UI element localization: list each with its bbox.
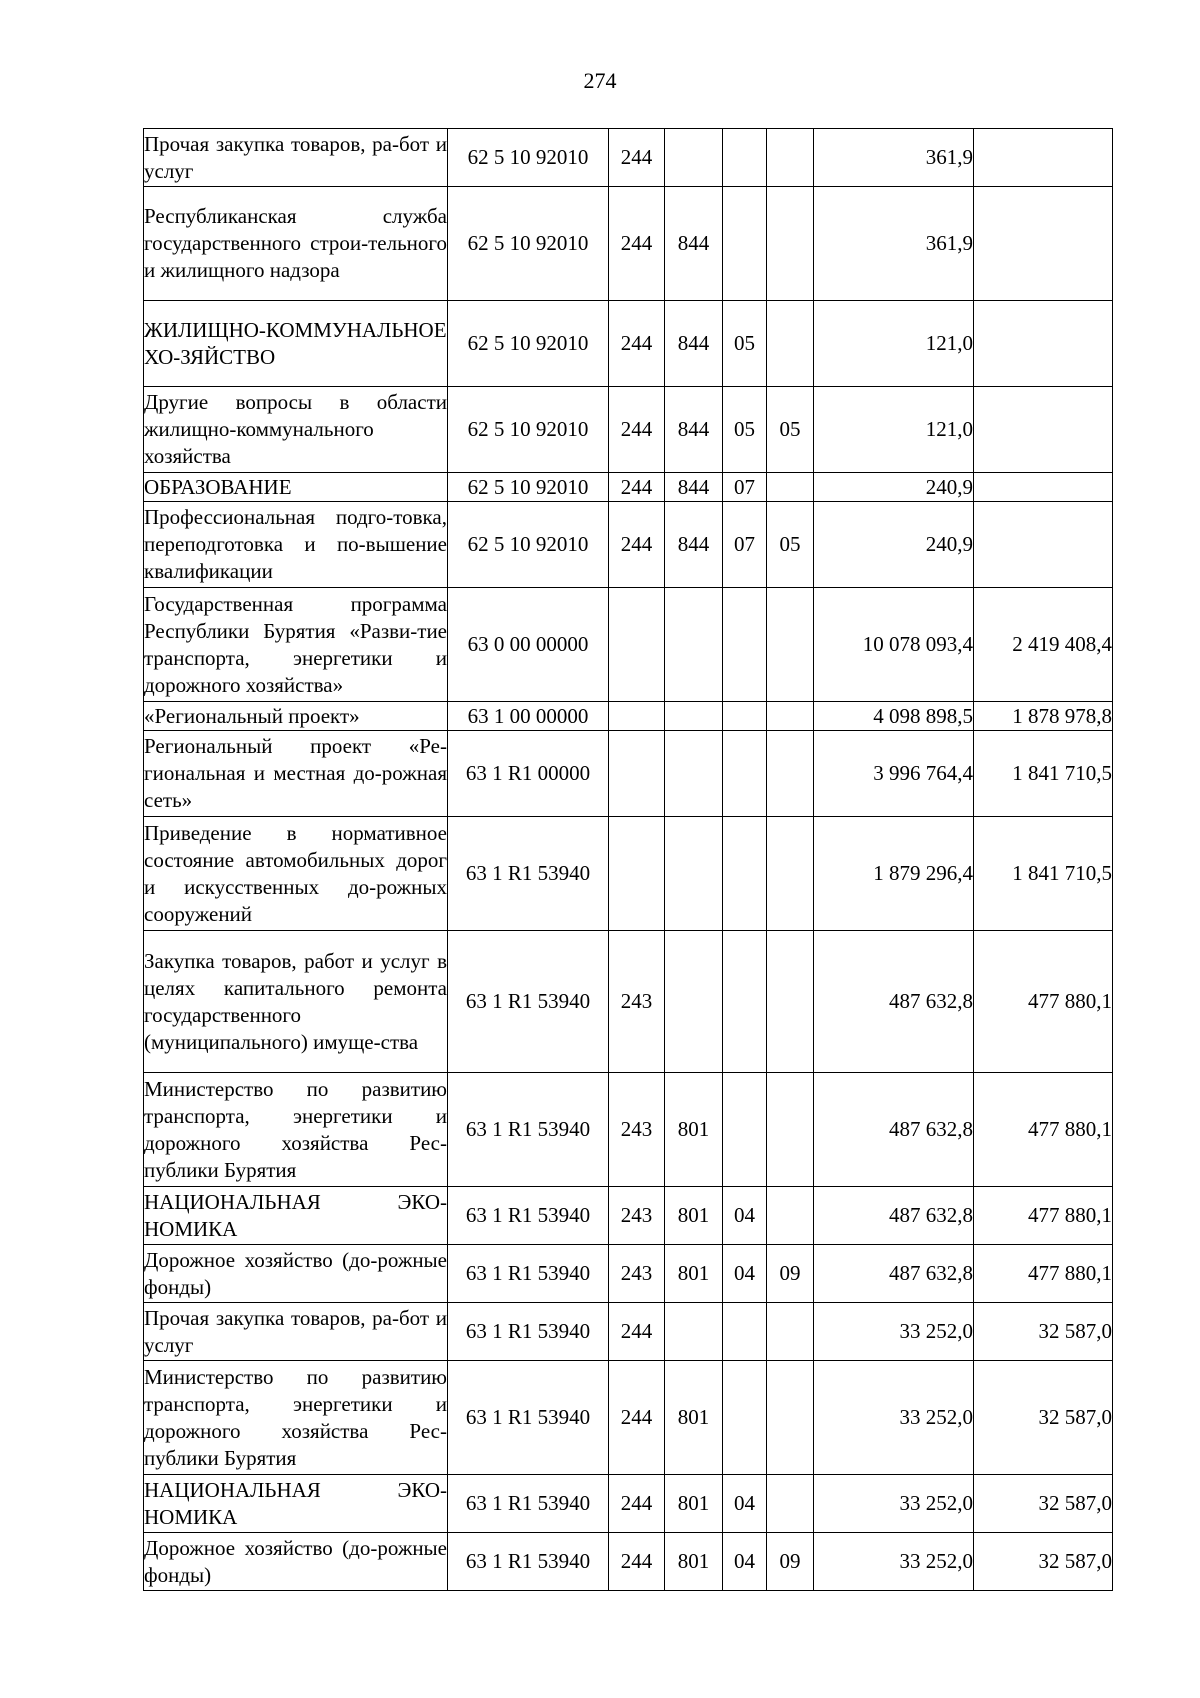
row-name: Прочая закупка товаров, ра-бот и услуг — [144, 129, 448, 187]
row-section — [723, 129, 767, 187]
row-section: 04 — [723, 1187, 767, 1245]
row-subsection — [767, 1361, 814, 1475]
row-expense-type — [609, 588, 665, 702]
row-sum-1: 33 252,0 — [814, 1533, 974, 1591]
row-expense-type: 244 — [609, 1475, 665, 1533]
row-grbs — [665, 129, 723, 187]
row-name: Дорожное хозяйство (до-рожные фонды) — [144, 1533, 448, 1591]
row-grbs: 801 — [665, 1361, 723, 1475]
row-sum-2 — [974, 187, 1113, 301]
row-target-article: 63 1 R1 53940 — [448, 931, 609, 1073]
row-subsection — [767, 1187, 814, 1245]
row-sum-1: 33 252,0 — [814, 1361, 974, 1475]
row-sum-2 — [974, 129, 1113, 187]
table-row — [144, 1475, 1113, 1533]
table-row — [144, 1303, 1113, 1361]
row-name: Региональный проект «Ре-гиональная и местная до-рожная сеть» — [144, 731, 448, 817]
row-grbs — [665, 1303, 723, 1361]
row-grbs: 801 — [665, 1187, 723, 1245]
row-expense-type: 244 — [609, 473, 665, 502]
row-subsection — [767, 731, 814, 817]
row-grbs — [665, 931, 723, 1073]
row-sum-2: 477 880,1 — [974, 1187, 1113, 1245]
table-row — [144, 187, 1113, 301]
row-sum-2: 477 880,1 — [974, 1073, 1113, 1187]
row-sum-1: 487 632,8 — [814, 1187, 974, 1245]
row-expense-type: 244 — [609, 387, 665, 473]
row-subsection — [767, 817, 814, 931]
row-sum-1: 487 632,8 — [814, 1245, 974, 1303]
row-subsection: 09 — [767, 1245, 814, 1303]
row-sum-1: 361,9 — [814, 129, 974, 187]
row-grbs: 844 — [665, 473, 723, 502]
row-expense-type — [609, 731, 665, 817]
row-section — [723, 187, 767, 301]
row-grbs: 801 — [665, 1475, 723, 1533]
row-section: 05 — [723, 301, 767, 387]
row-expense-type: 244 — [609, 1303, 665, 1361]
row-subsection — [767, 931, 814, 1073]
row-sum-2: 1 841 710,5 — [974, 731, 1113, 817]
table-row — [144, 931, 1113, 1073]
row-section — [723, 731, 767, 817]
row-grbs — [665, 817, 723, 931]
row-subsection — [767, 1073, 814, 1187]
row-expense-type: 243 — [609, 931, 665, 1073]
table-row — [144, 473, 1113, 502]
row-grbs — [665, 588, 723, 702]
row-section — [723, 1303, 767, 1361]
row-target-article: 63 0 00 00000 — [448, 588, 609, 702]
row-grbs: 844 — [665, 502, 723, 588]
page-number: 274 — [583, 68, 617, 93]
row-sum-2 — [974, 387, 1113, 473]
row-sum-1: 33 252,0 — [814, 1303, 974, 1361]
row-subsection — [767, 1303, 814, 1361]
row-grbs: 844 — [665, 187, 723, 301]
row-name: Приведение в нормативное состояние автомобильных дорог и искусственных до-рожных сооружений — [144, 817, 448, 931]
row-target-article: 62 5 10 92010 — [448, 187, 609, 301]
table-row — [144, 1073, 1113, 1187]
row-section: 05 — [723, 387, 767, 473]
row-sum-1: 3 996 764,4 — [814, 731, 974, 817]
row-name: Другие вопросы в области жилищно-коммунального хозяйства — [144, 387, 448, 473]
row-name: НАЦИОНАЛЬНАЯ ЭКО-НОМИКА — [144, 1475, 448, 1533]
budget-table-body — [144, 129, 1113, 1591]
row-grbs — [665, 702, 723, 731]
row-expense-type — [609, 702, 665, 731]
row-name: Министерство по развитию транспорта, энергетики и дорожного хозяйства Рес-публики Бурятия — [144, 1361, 448, 1475]
row-subsection — [767, 1475, 814, 1533]
row-section: 04 — [723, 1475, 767, 1533]
table-row — [144, 1533, 1113, 1591]
row-subsection: 05 — [767, 387, 814, 473]
row-sum-1: 240,9 — [814, 502, 974, 588]
table-row — [144, 502, 1113, 588]
row-target-article: 63 1 R1 53940 — [448, 1073, 609, 1187]
row-sum-1: 33 252,0 — [814, 1475, 974, 1533]
row-name: Прочая закупка товаров, ра-бот и услуг — [144, 1303, 448, 1361]
row-sum-2: 1 841 710,5 — [974, 817, 1113, 931]
row-expense-type: 243 — [609, 1073, 665, 1187]
row-sum-2: 32 587,0 — [974, 1303, 1113, 1361]
row-sum-1: 121,0 — [814, 387, 974, 473]
row-sum-2: 32 587,0 — [974, 1361, 1113, 1475]
row-sum-2: 477 880,1 — [974, 931, 1113, 1073]
row-target-article: 63 1 R1 53940 — [448, 1475, 609, 1533]
row-sum-1: 361,9 — [814, 187, 974, 301]
row-target-article: 62 5 10 92010 — [448, 301, 609, 387]
row-target-article: 63 1 R1 53940 — [448, 1533, 609, 1591]
row-expense-type: 244 — [609, 129, 665, 187]
row-sum-1: 487 632,8 — [814, 931, 974, 1073]
row-grbs: 844 — [665, 387, 723, 473]
table-row — [144, 731, 1113, 817]
row-section — [723, 702, 767, 731]
row-subsection — [767, 187, 814, 301]
table-row — [144, 129, 1113, 187]
row-target-article: 63 1 R1 00000 — [448, 731, 609, 817]
row-sum-1: 487 632,8 — [814, 1073, 974, 1187]
row-section — [723, 1073, 767, 1187]
row-subsection — [767, 702, 814, 731]
budget-table — [143, 128, 1113, 1591]
row-name: Министерство по развитию транспорта, энергетики и дорожного хозяйства Рес-публики Бурятия — [144, 1073, 448, 1187]
row-section: 04 — [723, 1245, 767, 1303]
row-sum-2: 477 880,1 — [974, 1245, 1113, 1303]
row-section: 04 — [723, 1533, 767, 1591]
row-target-article: 63 1 R1 53940 — [448, 1361, 609, 1475]
row-section — [723, 817, 767, 931]
table-row — [144, 387, 1113, 473]
row-name: Профессиональная подго-товка, переподготовка и по-вышение квалификации — [144, 502, 448, 588]
row-sum-1: 121,0 — [814, 301, 974, 387]
row-sum-2: 1 878 978,8 — [974, 702, 1113, 731]
row-section: 07 — [723, 473, 767, 502]
row-target-article: 63 1 R1 53940 — [448, 1303, 609, 1361]
row-sum-1: 4 098 898,5 — [814, 702, 974, 731]
row-subsection — [767, 473, 814, 502]
row-target-article: 63 1 R1 53940 — [448, 817, 609, 931]
table-row — [144, 301, 1113, 387]
row-target-article: 63 1 R1 53940 — [448, 1187, 609, 1245]
row-subsection — [767, 588, 814, 702]
row-grbs: 844 — [665, 301, 723, 387]
row-name: Государственная программа Республики Бурятия «Разви-тие транспорта, энергетики и дорожного хозяйства» — [144, 588, 448, 702]
row-sum-2 — [974, 301, 1113, 387]
table-row — [144, 1361, 1113, 1475]
row-grbs — [665, 731, 723, 817]
row-expense-type: 243 — [609, 1187, 665, 1245]
row-sum-1: 1 879 296,4 — [814, 817, 974, 931]
row-grbs: 801 — [665, 1533, 723, 1591]
table-row — [144, 588, 1113, 702]
row-section: 07 — [723, 502, 767, 588]
row-target-article: 63 1 R1 53940 — [448, 1245, 609, 1303]
table-row — [144, 1187, 1113, 1245]
row-sum-2 — [974, 473, 1113, 502]
row-section — [723, 588, 767, 702]
row-name: Дорожное хозяйство (до-рожные фонды) — [144, 1245, 448, 1303]
row-expense-type: 243 — [609, 1245, 665, 1303]
row-subsection — [767, 129, 814, 187]
row-name: НАЦИОНАЛЬНАЯ ЭКО-НОМИКА — [144, 1187, 448, 1245]
row-target-article: 62 5 10 92010 — [448, 387, 609, 473]
row-subsection — [767, 301, 814, 387]
row-expense-type: 244 — [609, 1533, 665, 1591]
row-sum-2: 32 587,0 — [974, 1475, 1113, 1533]
row-name: «Региональный проект» — [144, 702, 448, 731]
row-expense-type: 244 — [609, 1361, 665, 1475]
row-target-article: 63 1 00 00000 — [448, 702, 609, 731]
row-sum-1: 240,9 — [814, 473, 974, 502]
row-sum-1: 10 078 093,4 — [814, 588, 974, 702]
row-name: ЖИЛИЩНО-КОММУНАЛЬНОЕ ХО-ЗЯЙСТВО — [144, 301, 448, 387]
row-target-article: 62 5 10 92010 — [448, 473, 609, 502]
row-grbs: 801 — [665, 1073, 723, 1187]
row-sum-2 — [974, 502, 1113, 588]
row-section — [723, 931, 767, 1073]
row-subsection: 09 — [767, 1533, 814, 1591]
row-section — [723, 1361, 767, 1475]
row-expense-type: 244 — [609, 187, 665, 301]
row-name: Республиканская служба государственного строи-тельного и жилищного надзора — [144, 187, 448, 301]
row-expense-type: 244 — [609, 301, 665, 387]
row-name: ОБРАЗОВАНИЕ — [144, 473, 448, 502]
row-name: Закупка товаров, работ и услуг в целях капитального ремонта государственного (муниципального) имуще-ства — [144, 931, 448, 1073]
table-row — [144, 702, 1113, 731]
row-sum-2: 32 587,0 — [974, 1533, 1113, 1591]
table-row — [144, 817, 1113, 931]
row-grbs: 801 — [665, 1245, 723, 1303]
row-target-article: 62 5 10 92010 — [448, 502, 609, 588]
row-subsection: 05 — [767, 502, 814, 588]
table-row — [144, 1245, 1113, 1303]
row-target-article: 62 5 10 92010 — [448, 129, 609, 187]
row-expense-type — [609, 817, 665, 931]
row-expense-type: 244 — [609, 502, 665, 588]
row-sum-2: 2 419 408,4 — [974, 588, 1113, 702]
